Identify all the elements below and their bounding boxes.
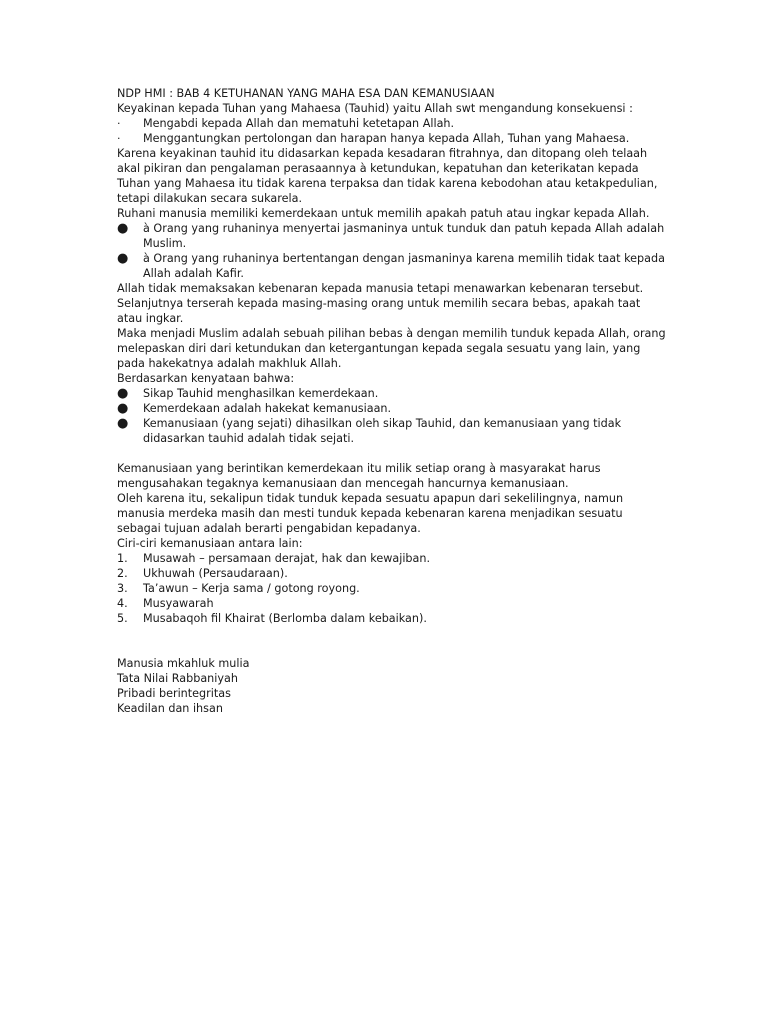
paragraph-selanjutnya: Selanjutnya terserah kepada masing-masing orang untuk memilih secara bebas, apakah taat atau ingkar. <box>117 297 641 325</box>
closing-line: Manusia mkahluk mulia <box>117 657 250 670</box>
list-number: 4. <box>117 597 128 610</box>
paragraph-berdasarkan: Berdasarkan kenyataan bahwa: <box>117 372 295 385</box>
paragraph-allah: Allah tidak memaksakan kebenaran kepada manusia tetapi menawarkan kebenaran tersebut. <box>117 282 644 295</box>
paragraph-ruhani: Ruhani manusia memiliki kemerdekaan untuk memilih apakah patuh atau ingkar kepada Allah. <box>117 207 650 220</box>
list-number: 5. <box>117 612 128 625</box>
list-item-text: Menggantungkan pertolongan dan harapan hanya kepada Allah, Tuhan yang Mahaesa. <box>143 132 630 145</box>
list-item-text: Ukhuwah (Persaudaraan). <box>143 567 288 580</box>
list-number: 2. <box>117 567 128 580</box>
paragraph-intro: Keyakinan kepada Tuhan yang Mahaesa (Tauhid) yaitu Allah swt mengandung konsekuensi : <box>117 102 633 115</box>
numbered-item <box>117 596 668 611</box>
list-item-text: Musyawarah <box>143 597 214 610</box>
list-item <box>117 221 668 251</box>
list-item <box>117 251 668 281</box>
document-title: NDP HMI : BAB 4 KETUHANAN YANG MAHA ESA DAN KEMANUSIAAN <box>117 87 495 100</box>
closing-line: Tata Nilai Rabbaniyah <box>117 672 238 685</box>
list-item <box>117 416 668 446</box>
bullet-marker: ● <box>117 251 129 266</box>
paragraph-tauhid: Karena keyakinan tauhid itu didasarkan kepada kesadaran fitrahnya, dan ditopang oleh telaah akal pikiran dan pengalaman perasaannya à ketundukan, kepatuhan dan keterikatan kepada Tuhan yang Mahaesa itu tidak karena terpaksa dan tidak karena kebodohan atau ketakpedulian, tetapi dilakukan secara sukarela. <box>117 147 658 205</box>
bullet-marker: ● <box>117 386 129 401</box>
dot-marker: · <box>117 132 121 145</box>
list-number: 3. <box>117 582 128 595</box>
numbered-item <box>117 551 668 566</box>
list-item <box>117 386 668 401</box>
bullet-marker: ● <box>117 401 129 416</box>
numbered-item <box>117 566 668 581</box>
list-item-text: Kemerdekaan adalah hakekat kemanusiaan. <box>143 402 392 415</box>
closing-line: Keadilan dan ihsan <box>117 702 223 715</box>
numbered-item <box>117 611 668 626</box>
list-item-text: Mengabdi kepada Allah dan mematuhi ketetapan Allah. <box>143 117 455 130</box>
list-item <box>117 401 668 416</box>
list-item-text: Sikap Tauhid menghasilkan kemerdekaan. <box>143 387 379 400</box>
list-item <box>117 131 668 146</box>
closing-line: Pribadi berintegritas <box>117 687 231 700</box>
list-item <box>117 116 668 131</box>
paragraph-oleh: Oleh karena itu, sekalipun tidak tunduk kepada sesuatu apapun dari sekelilingnya, namun manusia merdeka masih dan mesti tunduk kepada kebenaran karena menjadikan sesuatu sebagai tujuan adalah berarti pengabidan kepadanya. <box>117 492 624 535</box>
list-item-text: Musawah – persamaan derajat, hak dan kewajiban. <box>143 552 431 565</box>
paragraph-muslim: Maka menjadi Muslim adalah sebuah pilihan bebas à dengan memilih tunduk kepada Allah, orang melepaskan diri dari ketundukan dan ketergantungan kepada segala sesuatu yang lain, yang pada hakekatnya adalah makhluk Allah. <box>117 327 666 370</box>
paragraph-kemanusiaan: Kemanusiaan yang berintikan kemerdekaan itu milik setiap orang à masyarakat harus mengusahakan tegaknya kemanusiaan dan mencegah hancurnya kemanusiaan. <box>117 462 601 490</box>
list-item-text: à Orang yang ruhaninya menyertai jasmaninya untuk tunduk dan patuh kepada Allah adalah Muslim. <box>143 222 665 250</box>
bullet-marker: ● <box>117 221 129 236</box>
bullet-marker: ● <box>117 416 129 431</box>
numbered-item <box>117 581 668 596</box>
paragraph-ciri: Ciri-ciri kemanusiaan antara lain: <box>117 537 303 550</box>
blank-line <box>117 446 668 461</box>
list-item-text: Musabaqoh fil Khairat (Berlomba dalam kebaikan). <box>143 612 427 625</box>
blank-lines <box>117 626 668 656</box>
list-number: 1. <box>117 552 128 565</box>
list-item-text: Ta’awun – Kerja sama / gotong royong. <box>143 582 360 595</box>
list-item-text: à Orang yang ruhaninya bertentangan dengan jasmaninya karena memilih tidak taat kepada Allah adalah Kafir. <box>143 252 665 280</box>
list-item-text: Kemanusiaan (yang sejati) dihasilkan oleh sikap Tauhid, dan kemanusiaan yang tidak didasarkan tauhid adalah tidak sejati. <box>143 417 622 445</box>
dot-marker: · <box>117 117 121 130</box>
